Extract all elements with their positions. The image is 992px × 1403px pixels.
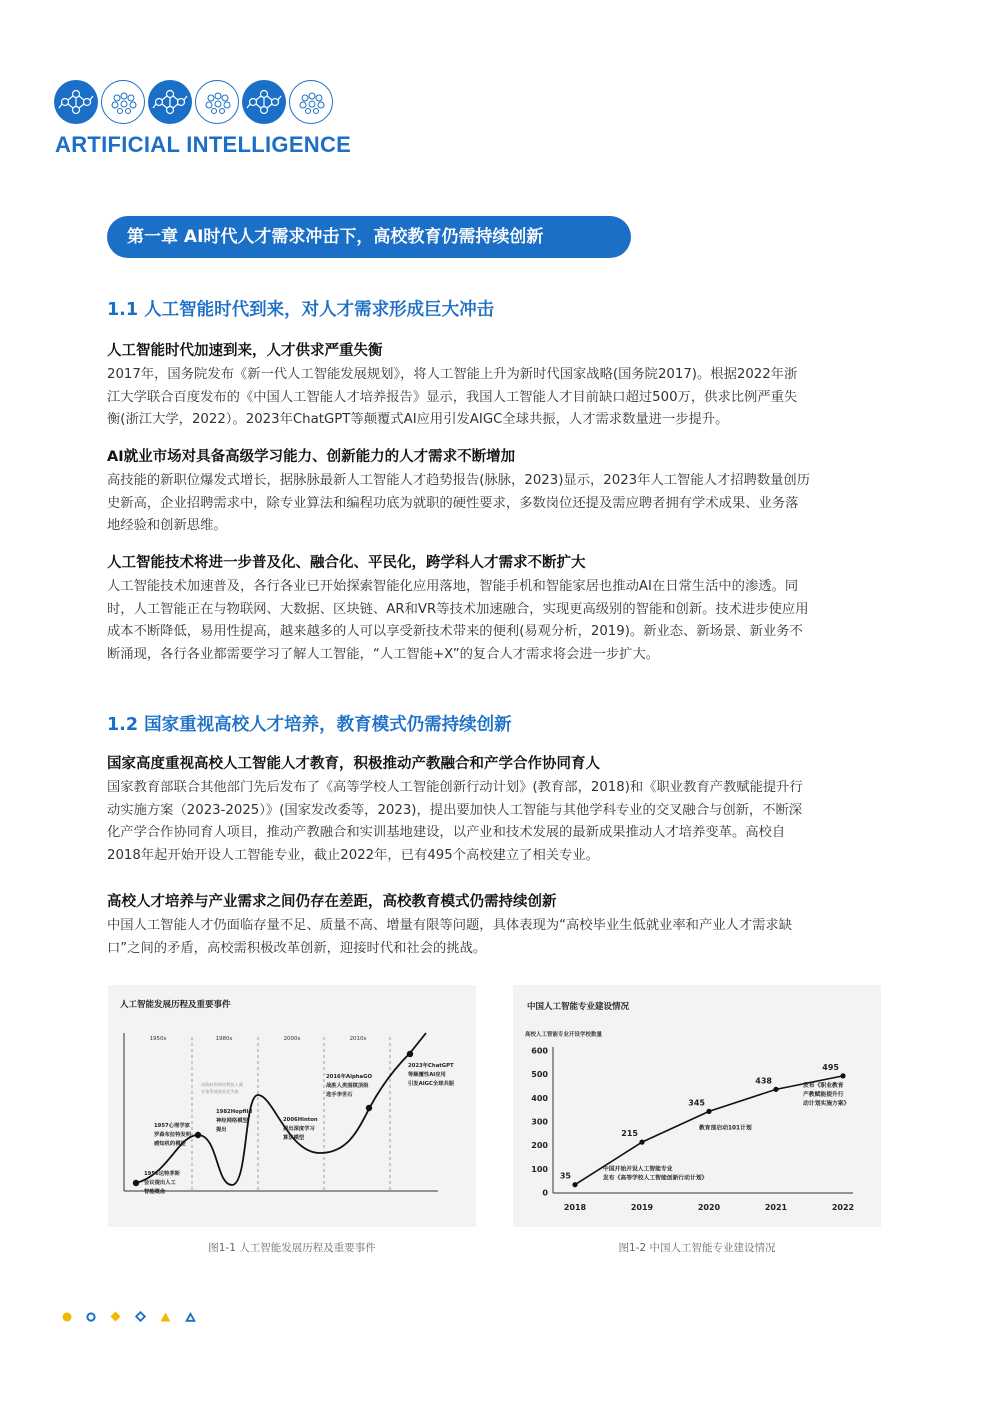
annotation-text: 发布《职业教育 <box>803 1082 844 1089</box>
event-label: 引发AIGC全球共振 <box>408 1081 455 1087</box>
y-tick-label: 600 <box>531 1046 548 1056</box>
ai-brain-icon <box>101 80 145 124</box>
section-title-1-2: 1.2 国家重视高校人才培养，教育模式仍需持续创新 <box>107 715 512 735</box>
event-label: 1957心理学家 <box>154 1123 190 1129</box>
chapter-title: 第一章 AI时代人才需求冲击下，高校教育仍需持续创新 <box>107 216 631 258</box>
dot-icon <box>62 1312 72 1322</box>
brand-title: ARTIFICIAL INTELLIGENCE <box>55 132 352 157</box>
event-label: 提出深度学习 <box>283 1126 315 1132</box>
data-label: 35 <box>559 1171 571 1181</box>
history-curve <box>136 1033 426 1185</box>
diamond-outline-icon <box>135 1311 146 1322</box>
event-label: 选手李世石 <box>326 1092 353 1098</box>
x-tick-label: 2021 <box>764 1203 788 1212</box>
event-dot <box>195 1132 201 1138</box>
annotation-text: 中国开始开设人工智能专业 <box>603 1166 673 1173</box>
figure-caption: 图1-1 人工智能发展历程及重要事件 <box>208 1242 376 1254</box>
data-point <box>840 1073 845 1078</box>
event-dot <box>366 1105 372 1111</box>
header-logo <box>54 80 333 126</box>
y-axis-label: 高校人工智能专业开设学校数量 <box>525 1032 603 1038</box>
event-label: 2023年ChatGPT <box>408 1063 454 1069</box>
paragraph <box>107 576 885 666</box>
triangle-icon <box>160 1312 171 1322</box>
subheading: 高校人才培养与产业需求之间仍存在差距，高校教育模式仍需持续创新 <box>107 894 557 910</box>
major-count-chart <box>513 985 881 1227</box>
ring-icon <box>86 1312 96 1322</box>
text-line: 2017年，国务院发布《新一代人工智能发展规划》，将人工智能上升为新时代国家战略(国务院2017)。根据2022年浙 <box>107 367 798 382</box>
text-line: 时，人工智能正在与物联网、大数据、区块链、AR和VR等技术加速融合，实现更高级别的智能和创新。技术进步使应用 <box>107 601 809 617</box>
y-tick-label: 0 <box>542 1188 548 1198</box>
text-line: 地经验和创新思维。 <box>107 518 227 533</box>
text-line: 江大学联合百度发布的《中国人工智能人才培养报告》显示，我国人工智能人才目前缺口超过500万，供求比例严重失 <box>107 389 798 405</box>
event-label: 罗森布拉特发明 <box>154 1132 192 1138</box>
event-label: 感知机的模型 <box>154 1141 186 1147</box>
annotation-text: 发布《高等学校人工智能创新行动计划》 <box>603 1175 708 1182</box>
chart-title: 中国人工智能专业建设情况 <box>527 1002 630 1012</box>
figure-ai-history <box>108 985 476 1227</box>
event-label: 2006Hinton <box>283 1117 318 1123</box>
text-line: 国家教育部联合其他部门先后发布了《高等学校人工智能创新行动计划》(教育部，2018)和《职业教育产教赋能提升行 <box>107 780 803 795</box>
diamond-icon <box>110 1311 121 1322</box>
event-label: 1982Hopfild <box>216 1109 253 1115</box>
decade-label: 2010s <box>349 1036 367 1042</box>
event-label: 提出 <box>216 1127 227 1133</box>
note-text: 由政府资助经费投入减 <box>201 1082 243 1087</box>
ai-network-icon <box>54 80 98 124</box>
paragraph <box>107 777 885 867</box>
subheading: 人工智能时代加速到来，人才供求严重失衡 <box>107 343 383 359</box>
text-line: 动实施方案（2023-2025）》(国家发改委等，2023)，提出要加快人工智能与其他学科专业的交叉融合与创新，不断深 <box>107 802 803 818</box>
text-line: 口”之间的矛盾，高校需积极改革创新，迎接时代和社会的挑战。 <box>107 940 487 956</box>
y-tick-label: 400 <box>531 1093 548 1103</box>
subheading: 人工智能技术将进一步普及化、融合化、平民化，跨学科人才需求不断扩大 <box>107 555 586 571</box>
ai-brain-icon <box>195 80 239 124</box>
text-line: 断涌现，各行各业都需要学习了解人工智能，“人工智能+X”的复合人才需求将会进一步扩大。 <box>107 646 660 662</box>
history-diagram <box>108 985 476 1227</box>
y-tick-label: 500 <box>531 1070 548 1080</box>
decade-label: 2000s <box>283 1036 301 1042</box>
annotation-text: 产教赋能提升行 <box>803 1091 844 1098</box>
text-line: 2018年起开始开设人工智能专业，截止2022年，已有495个高校建立了相关专业。 <box>107 847 599 863</box>
data-point <box>706 1109 711 1114</box>
y-tick-label: 100 <box>531 1164 548 1174</box>
text-line: 高技能的新职位爆发式增长，据脉脉最新人工智能人才趋势报告(脉脉，2023)显示，2023年人工智能人才招聘数量创历 <box>107 473 811 488</box>
text-line: 衡(浙江大学，2022）。2023年ChatGPT等颠覆式AI应用引发AIGC全球共振，人才需求数量进一步提升。 <box>107 412 729 427</box>
triangle-outline-icon <box>185 1312 196 1322</box>
event-label: 1956达特茅斯 <box>144 1171 180 1177</box>
annotation-text: 教育部启动101计划 <box>699 1125 752 1132</box>
data-point <box>572 1182 577 1187</box>
ai-brain-icon <box>289 80 333 124</box>
decade-label: 1950s <box>149 1036 167 1042</box>
data-point <box>773 1087 778 1092</box>
subheading: AI就业市场对具备高级学习能力、创新能力的人才需求不断增加 <box>107 449 516 465</box>
paragraph <box>107 364 885 432</box>
text-line: 化产学合作协同育人项目，推动产教融合和实训基地建设，以产业和技术发展的最新成果推动人才培养变革。高校自 <box>107 825 786 840</box>
text-line: 中国人工智能人才仍面临存量不足、质量不高、增量有限等问题，具体表现为“高校毕业生低就业率和产业人才需求缺 <box>107 918 793 933</box>
text-line: 成本不断降低，易用性提高，越来越多的人可以享受新技术带来的便利(易观分析，2019)。新业态、新场景、新业务不 <box>107 624 803 639</box>
y-tick-label: 200 <box>531 1141 548 1151</box>
x-tick-label: 2020 <box>697 1203 721 1212</box>
annotation-text: 动计划实施方案》 <box>803 1100 850 1107</box>
data-label: 495 <box>822 1062 839 1072</box>
event-label: 等颠覆性AI应用 <box>408 1072 446 1078</box>
paragraph <box>107 470 885 538</box>
x-tick-label: 2018 <box>563 1203 587 1212</box>
footer-decoration <box>62 1311 196 1322</box>
data-label: 438 <box>755 1076 772 1086</box>
data-point <box>639 1140 644 1145</box>
text-line: 人工智能技术加速普及，各行各业已开始探索智能化应用落地，智能手机和智能家居也推动AI在日常生活中的渗透。同 <box>107 579 799 594</box>
note-text: 专家系统商业化失败 <box>201 1089 239 1094</box>
event-label: 2016年AlphaGO <box>326 1074 372 1080</box>
y-tick-label: 300 <box>531 1117 548 1127</box>
figure-major-count <box>513 985 881 1227</box>
figure-title: 人工智能发展历程及重要事件 <box>120 1000 231 1010</box>
event-label: 算法模型 <box>283 1135 305 1141</box>
event-label: 战胜人类围棋顶级 <box>326 1083 369 1089</box>
subheading: 国家高度重视高校人工智能人才教育，积极推动产教融合和产学合作协同育人 <box>107 756 600 772</box>
event-dot <box>133 1180 139 1186</box>
event-label: 智能概念 <box>144 1189 166 1195</box>
decade-label: 1980s <box>215 1036 233 1042</box>
figure-caption: 图1-2 中国人工智能专业建设情况 <box>618 1242 776 1254</box>
event-dot <box>407 1051 413 1057</box>
x-tick-label: 2019 <box>630 1203 654 1212</box>
x-tick-label: 2022 <box>831 1203 855 1212</box>
ai-network-icon <box>148 80 192 124</box>
event-label: 会议提出人工 <box>144 1180 176 1186</box>
text-line: 史新高，企业招聘需求中，除专业算法和编程功底为就职的硬性要求，多数岗位还提及需应聘者拥有学术成果、业务落 <box>107 495 799 511</box>
section-title-1-1: 1.1 人工智能时代到来，对人才需求形成巨大冲击 <box>107 300 495 320</box>
event-label: 神经网络模型 <box>216 1118 248 1124</box>
data-label: 215 <box>621 1129 638 1139</box>
ai-network-icon <box>242 80 286 124</box>
data-label: 345 <box>688 1098 705 1108</box>
paragraph <box>107 915 885 960</box>
